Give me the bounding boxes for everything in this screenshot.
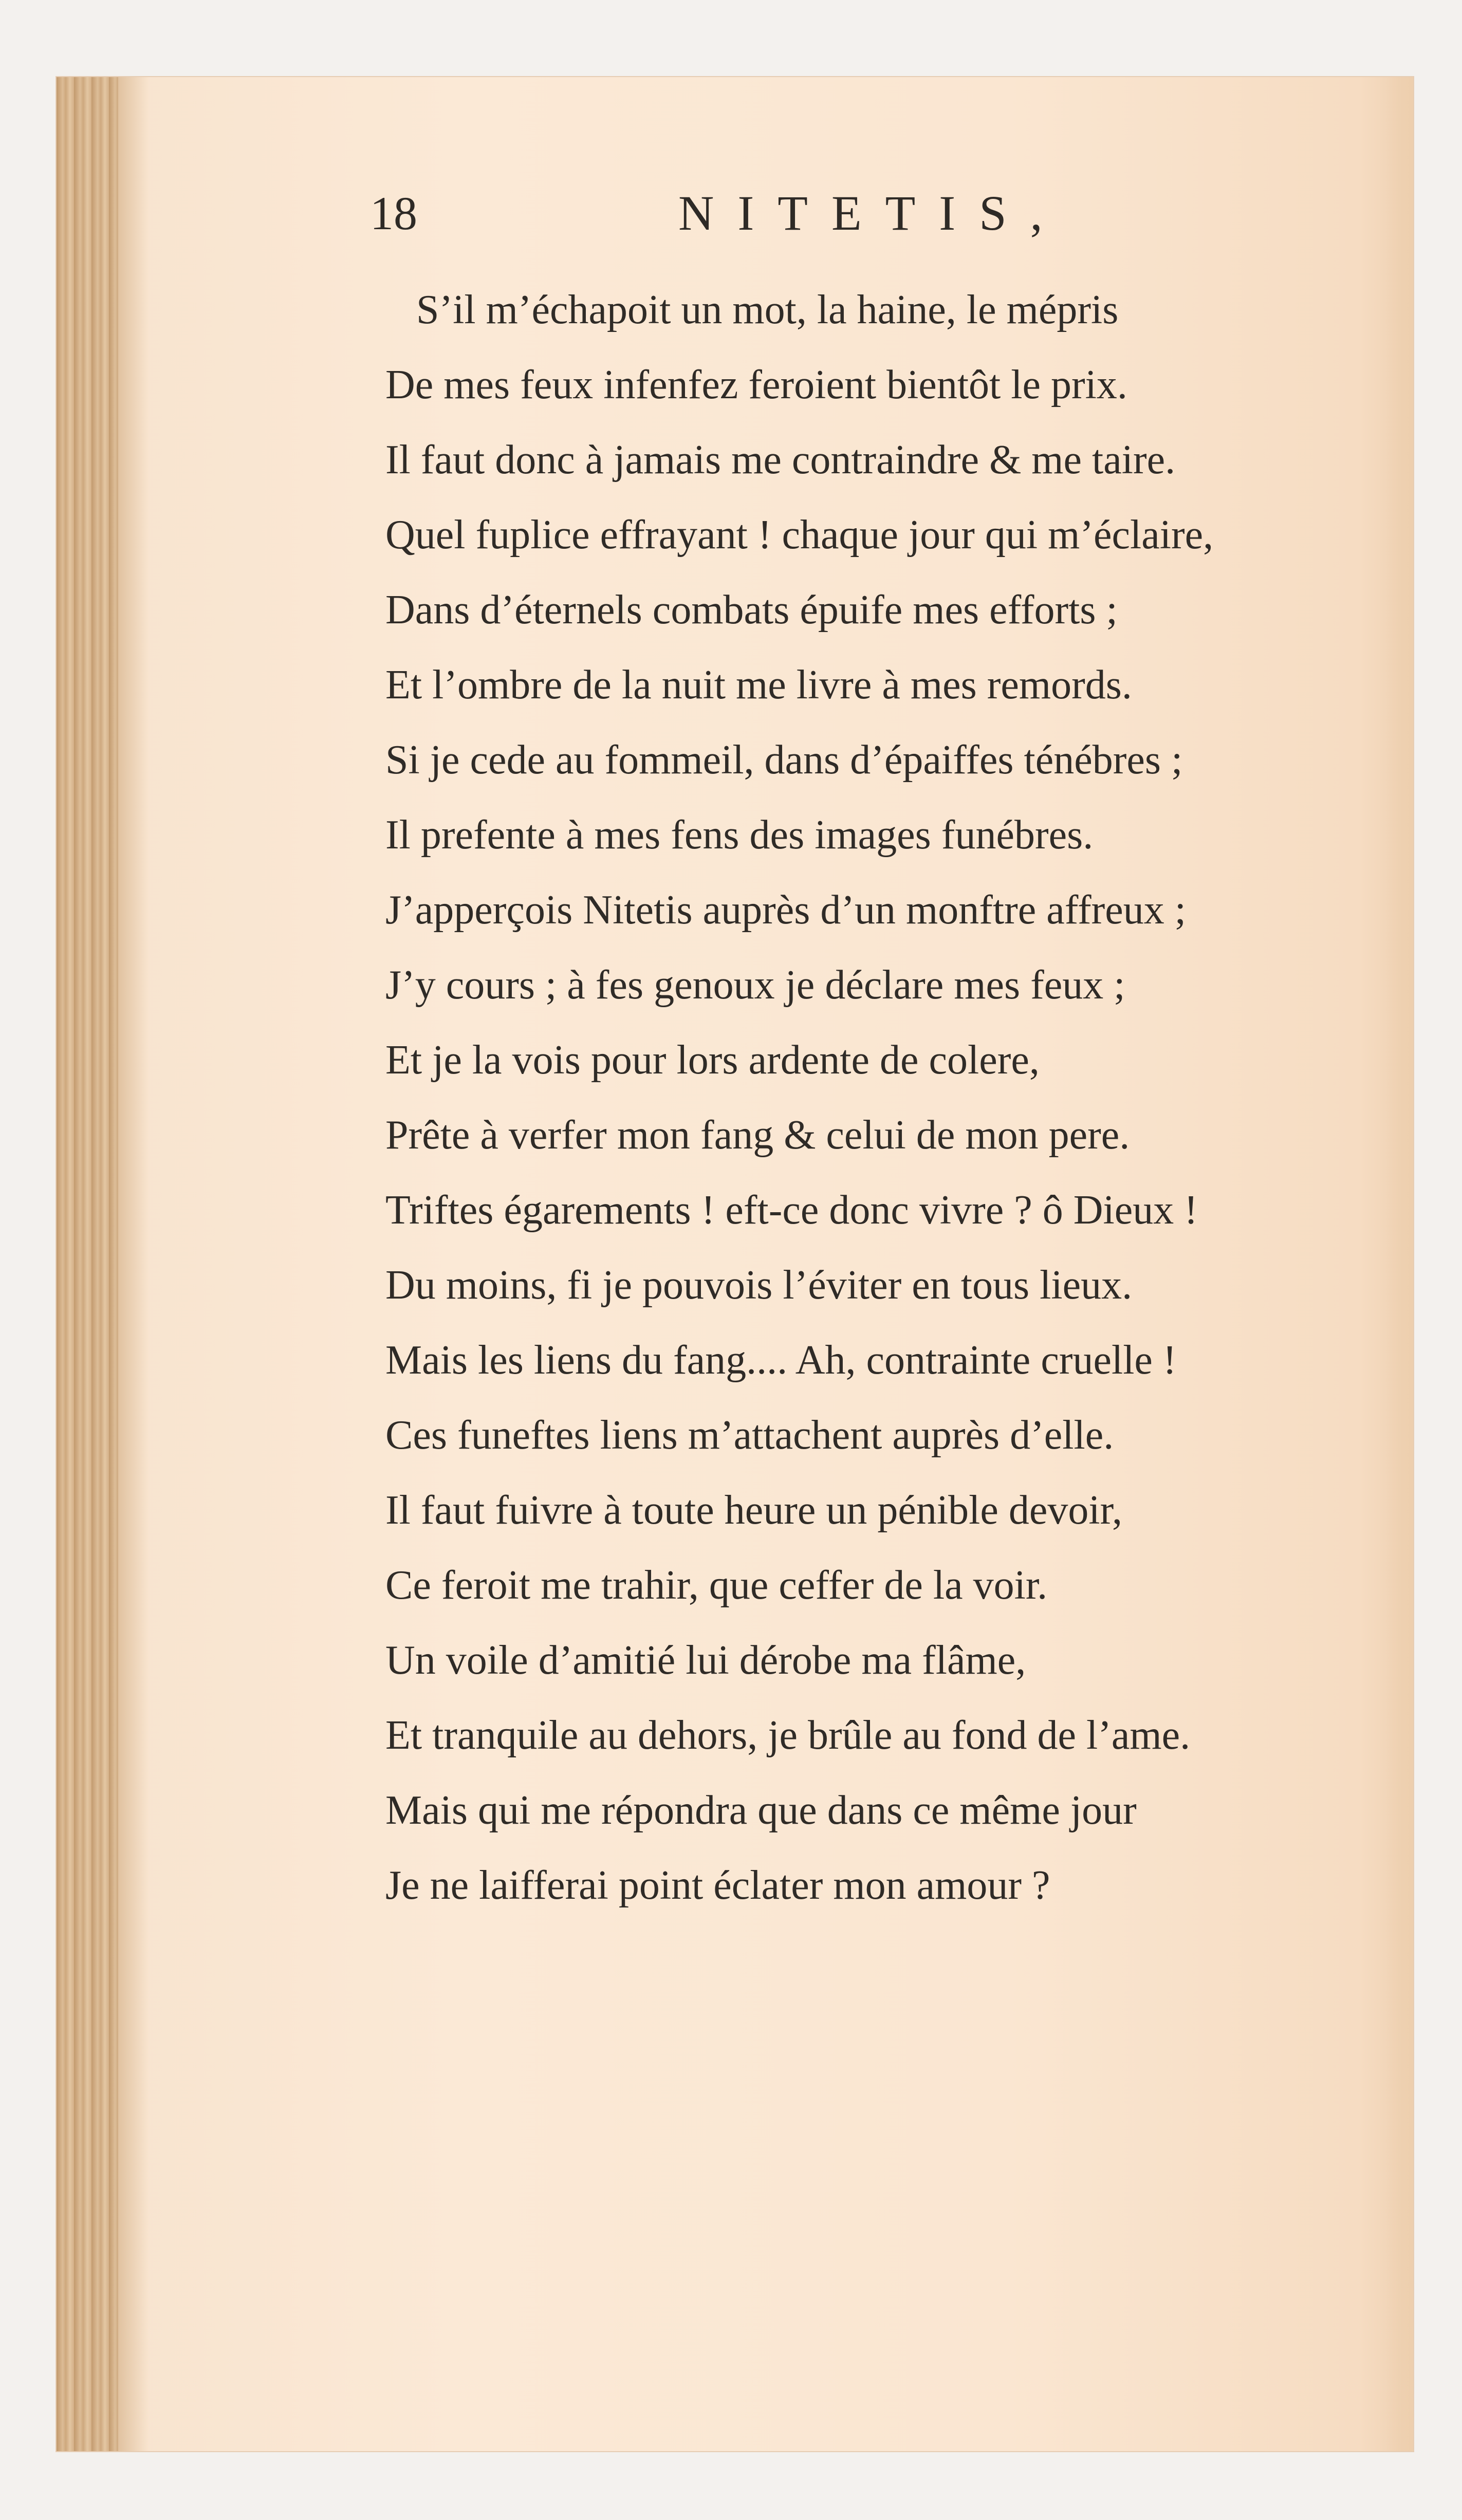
verse-line: Dans d’éternels combats épuife mes efforts ;	[385, 587, 1118, 633]
verse-line: Et je la vois pour lors ardente de colere,	[385, 1037, 1040, 1083]
verse-line: Ces funeftes liens m’attachent auprès d’elle.	[385, 1413, 1114, 1458]
running-title: NITETIS,	[678, 186, 1066, 240]
verse-line: Ce feroit me trahir, que ceffer de la voir.	[385, 1563, 1048, 1608]
verse-line: Il faut donc à jamais me contraindre & me taire.	[385, 437, 1176, 483]
verse-block	[385, 272, 1387, 1923]
page-number: 18	[370, 187, 417, 239]
gutter-shadow	[118, 77, 149, 2451]
verse-line: Triftes égarements ! eft-ce donc vivre ? ô Dieux !	[385, 1188, 1198, 1233]
verse-line: J’y cours ; à fes genoux je déclare mes feux ;	[385, 962, 1125, 1008]
verse-line: Et l’ombre de la nuit me livre à mes remords.	[385, 662, 1132, 708]
page-header	[329, 182, 1202, 265]
verse-line: Et tranquile au dehors, je brûle au fond de l’ame.	[385, 1713, 1191, 1758]
verse-line: Il faut fuivre à toute heure un pénible devoir,	[385, 1488, 1123, 1533]
verse-line: Il prefente à mes fens des images funébres.	[385, 812, 1094, 858]
verse-line: De mes feux infenfez feroient bientôt le prix.	[385, 362, 1127, 407]
verse-line: Prête à verfer mon fang & celui de mon pere.	[385, 1113, 1130, 1158]
verse-line: Mais qui me répondra que dans ce même jour	[385, 1788, 1137, 1833]
verse-line: Mais les liens du fang.... Ah, contrainte cruelle !	[385, 1338, 1177, 1383]
binding-gutter	[57, 77, 118, 2451]
verse-line: J’apperçois Nitetis auprès d’un monftre affreux ;	[385, 887, 1187, 933]
verse-line: Si je cede au fommeil, dans d’épaiffes ténébres ;	[385, 737, 1183, 783]
verse-line: Quel fuplice effrayant ! chaque jour qui m’éclaire,	[385, 512, 1214, 558]
verse-line: Je ne laifferai point éclater mon amour ?	[385, 1863, 1050, 1908]
verse-line: Du moins, fi je pouvois l’éviter en tous lieux.	[385, 1263, 1133, 1308]
page-edge	[1385, 77, 1413, 2451]
verse-line: S’il m’échapoit un mot, la haine, le mépris	[416, 287, 1119, 332]
verse-line: Un voile d’amitié lui dérobe ma flâme,	[385, 1638, 1026, 1683]
